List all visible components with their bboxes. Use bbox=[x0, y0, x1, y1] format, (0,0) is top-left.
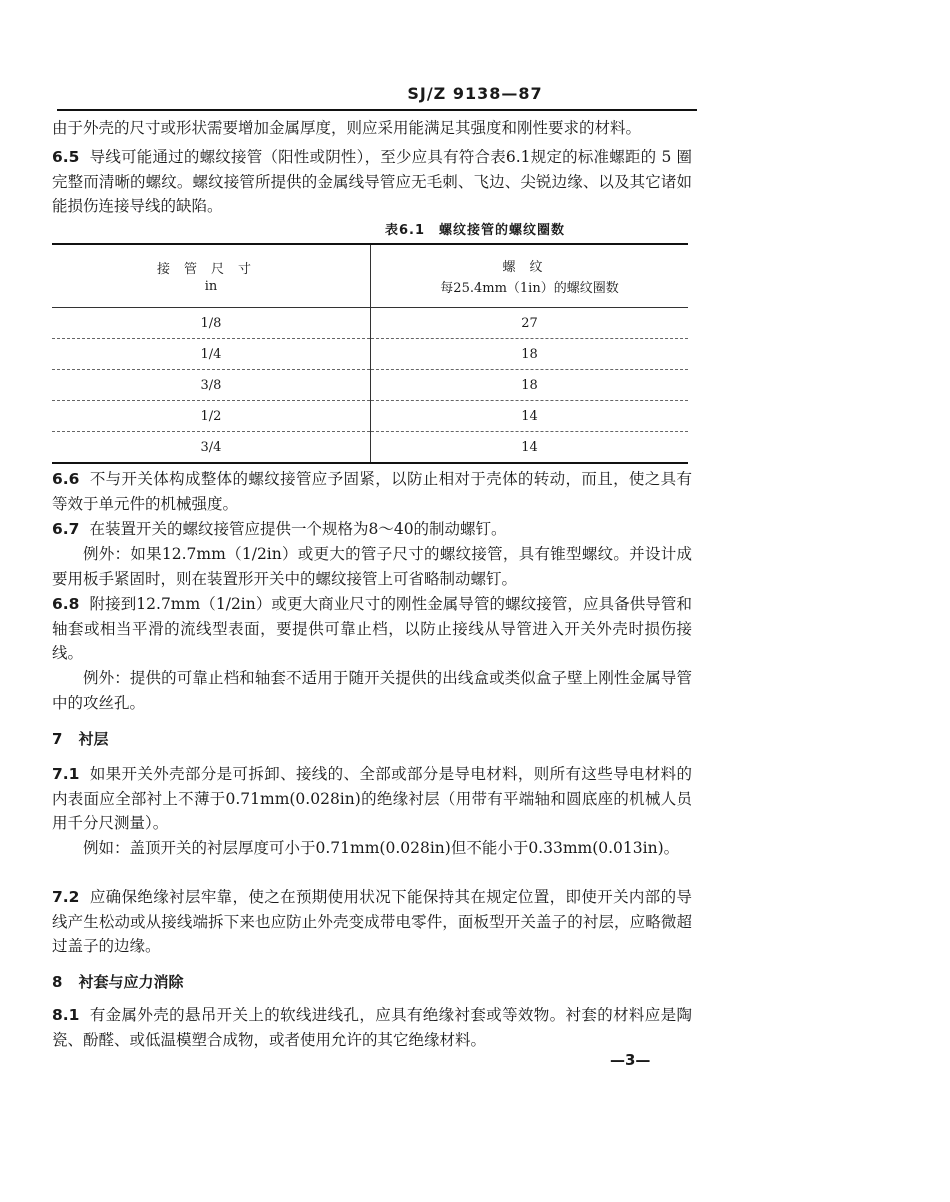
section-number: 8 bbox=[52, 973, 63, 991]
cell-threads: 14 bbox=[371, 432, 689, 464]
table-row bbox=[52, 432, 688, 464]
cell-size: 1/2 bbox=[52, 401, 371, 432]
table-header-row bbox=[52, 244, 688, 308]
cell-threads: 18 bbox=[371, 339, 689, 370]
cell-threads: 14 bbox=[371, 401, 689, 432]
cell-size: 3/4 bbox=[52, 432, 371, 464]
header-rule bbox=[57, 109, 697, 111]
cell-size: 1/4 bbox=[52, 339, 371, 370]
clause-6-7-exception: 例外：如果12.7mm（1/2in）或更大的管子尺寸的螺纹接管，具有锥型螺纹。并设计成要用板手紧固时，则在装置形开关中的螺纹接管上可省略制动螺钉。 bbox=[52, 545, 692, 588]
cell-threads: 18 bbox=[371, 370, 689, 401]
col-header-size-title: 接管尺寸 bbox=[156, 262, 265, 277]
clause-number: 8.1 bbox=[52, 1006, 80, 1024]
col-header-size-unit: in bbox=[204, 279, 218, 294]
clause-7-1 bbox=[52, 762, 692, 836]
section-number: 7 bbox=[52, 730, 63, 748]
table-row bbox=[52, 370, 688, 401]
clause-text: 附接到12.7mm（1/2in）或更大商业尺寸的刚性金属导管的螺纹接管，应具备供导管和轴套或相当平滑的流线型表面，要提供可靠止档，以防止接线从导管进入开关外壳时损伤接线。 bbox=[52, 595, 692, 663]
clause-7-2 bbox=[52, 885, 692, 959]
page-number: —3— bbox=[610, 1051, 651, 1069]
clause-text: 导线可能通过的螺纹接管（阳性或阴性），至少应具有符合表6.1规定的标准螺距的 5 圈完整而清晰的螺纹。螺纹接管所提供的金属线导管应无毛刺、飞边、尖锐边缘、以及其它诸如能损伤连接导线的缺陷。 bbox=[52, 148, 692, 216]
clause-text: 有金属外壳的悬吊开关上的软线进线孔，应具有绝缘衬套或等效物。衬套的材料应是陶瓷、酚醛、或低温模塑合成物，或者使用允许的其它绝缘材料。 bbox=[52, 1006, 692, 1049]
section-heading-8 bbox=[52, 971, 183, 992]
clause-number: 7.2 bbox=[52, 888, 80, 906]
table-row bbox=[52, 308, 688, 339]
clause-6-8-exception: 例外：提供的可靠止档和轴套不适用于随开关提供的出线盒或类似盒子壁上刚性金属导管中的攻丝孔。 bbox=[52, 669, 692, 712]
document-header: SJ/Z 9138—87 bbox=[407, 84, 543, 103]
cell-size: 3/8 bbox=[52, 370, 371, 401]
clause-text: 如果开关外壳部分是可拆卸、接线的、全部或部分是导电材料，则所有这些导电材料的内表面应全部衬上不薄于0.71mm(0.028in)的绝缘衬层（用带有平端轴和圆底座的机械人员用千分尺测量）。 bbox=[52, 765, 692, 833]
clause-7-1-example: 例如：盖顶开关的衬层厚度可小于0.71mm(0.028in)但不能小于0.33mm(0.013in)。 bbox=[83, 839, 680, 857]
cell-size: 1/8 bbox=[52, 308, 371, 339]
cell-threads: 27 bbox=[521, 315, 538, 331]
clause-number: 6.5 bbox=[52, 148, 80, 166]
section-title: 衬层 bbox=[78, 730, 109, 748]
col-header-threads-title: 螺纹 bbox=[502, 260, 557, 275]
clause-6-7 bbox=[52, 517, 692, 542]
table-row bbox=[52, 401, 688, 432]
col-header-size bbox=[52, 244, 371, 308]
clause-6-6 bbox=[52, 467, 692, 516]
clause-text: 在装置开关的螺纹接管应提供一个规格为8～40的制动螺钉。 bbox=[89, 520, 507, 538]
table-row bbox=[52, 339, 688, 370]
clause-text: 不与开关体构成整体的螺纹接管应予固紧，以防止相对于壳体的转动，而且，使之具有等效于单元件的机械强度。 bbox=[52, 470, 692, 513]
clause-number: 6.6 bbox=[52, 470, 80, 488]
table-caption: 表6.1 螺纹接管的螺纹圈数 bbox=[384, 223, 566, 238]
section-heading-7 bbox=[52, 728, 108, 749]
thread-table bbox=[52, 243, 688, 464]
col-header-threads-sub: 每25.4mm（1in）的螺纹圈数 bbox=[440, 281, 619, 296]
col-header-threads bbox=[371, 244, 689, 308]
clause-6-8 bbox=[52, 592, 692, 666]
section-title: 衬套与应力消除 bbox=[78, 973, 184, 991]
paragraph-continuation: 由于外壳的尺寸或形状需要增加金属厚度，则应采用能满足其强度和刚性要求的材料。 bbox=[52, 119, 642, 137]
clause-6-5 bbox=[52, 145, 692, 219]
clause-8-1 bbox=[52, 1003, 692, 1052]
clause-number: 7.1 bbox=[52, 765, 80, 783]
clause-text: 应确保绝缘衬层牢靠，使之在预期使用状况下能保持其在规定位置，即使开关内部的导线产生松动或从接线端拆下来也应防止外壳变成带电零件，面板型开关盖子的衬层，应略微超过盖子的边缘。 bbox=[52, 888, 692, 956]
clause-number: 6.8 bbox=[52, 595, 80, 613]
clause-number: 6.7 bbox=[52, 520, 80, 538]
